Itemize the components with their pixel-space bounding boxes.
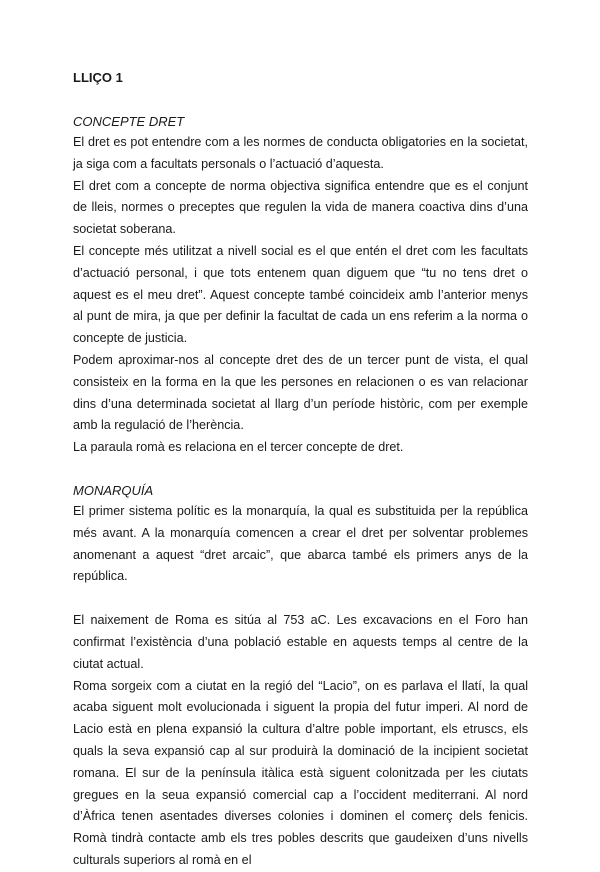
spacer: [73, 588, 528, 610]
paragraph: El naixement de Roma es sitúa al 753 aC. Les excavacions en el Foro han confirmat l’existència d’una població estable en aquests temps al centre de la ciutat actual.: [73, 613, 528, 671]
paragraph: La paraula romà es relaciona en el tercer concepte de dret.: [73, 440, 404, 455]
spacer: [73, 459, 528, 481]
section-heading-monarquia: MONARQUÍA: [73, 482, 154, 498]
paragraph: El dret es pot entendre com a les normes de conducta obligatories en la societat, ja siga com a facultats personals o l’actuació d’aquesta.: [73, 135, 528, 171]
paragraph: Podem aproximar-nos al concepte dret des de un tercer punt de vista, el qual consisteix en la forma en la que les persones en relacionen o es van relacionar dins d’una determinada societat al llarg d’un període històric, com per exemple amb la regulació de l’herència.: [73, 352, 528, 433]
paragraph: El primer sistema polític es la monarquía, la qual es substituida per la república més avant. A la monarquía comencen a crear el dret per solventar problemes anomenant a aquest “dret arcaic”, que abarca també els primers anys de la república.: [73, 503, 528, 584]
document-page: [73, 68, 528, 872]
paragraph: El concepte més utilitzat a nivell social es el que entén el dret com les facultats d’actuació personal, i que tots entenem quan diguem que “tu no tens dret o aquest es el meu dret”. Aquest concepte també coincideix amb l’anterior menys al punt de mira, ja que per definir la facultat de cada un ens referim a la norma o concepte de justicia.: [73, 243, 528, 346]
section-heading-concepte-dret: CONCEPTE DRET: [73, 114, 185, 129]
lesson-title: LLIÇO 1: [73, 70, 123, 85]
paragraph: Roma sorgeix com a ciutat en la regió del “Lacio”, on es parlava el llatí, la qual acaba siguent molt evolucionada i siguent la propia del futur imperi. Al nord de Lacio està en plena expansió la cultura d’altre poble important, els etruscs, els quals la seva expansió cap al sur produirà la dominació de la incipient societat romana. El sur de la península itàlica està siguent colonitzada per les ciutats gregues en la seua expansió comercial cap a l’occident mediterrani. Al nord d’Àfrica tenen asentades diverses colonies i dominen el comerç dels fenicis. Romà tindrà contacte amb els tres pobles descrits que gaudeixen d’uns nivells culturals superiors al romà en el: [73, 678, 528, 867]
paragraph: El dret com a concepte de norma objectiva significa entendre que es el conjunt de lleis, normes o preceptes que regulen la vida de manera coactiva dins d’una societat soberana.: [73, 178, 528, 237]
